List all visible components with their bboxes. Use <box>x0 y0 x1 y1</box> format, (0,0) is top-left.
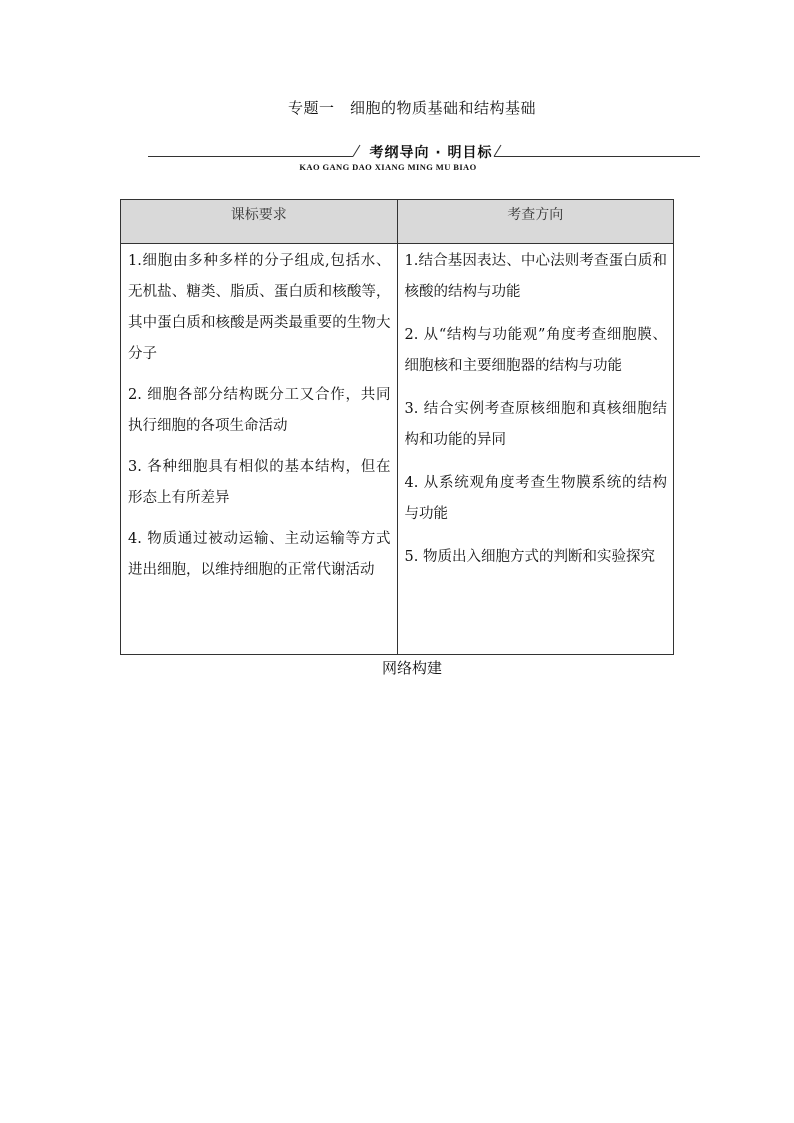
list-item: 3. 结合实例考查原核细胞和真核细胞结构和功能的异同 <box>404 401 667 448</box>
list-item: 2. 从“结构与功能观”角度考查细胞膜、细胞核和主要细胞器的结构与功能 <box>404 327 667 374</box>
list-item: 4. 从系统观角度考查生物膜系统的结构与功能 <box>404 475 667 522</box>
exam-directions-cell <box>397 244 674 655</box>
section-label-network: 网络构建 <box>381 659 442 677</box>
table-header-row <box>121 200 674 244</box>
banner-subtitle: KAO GANG DAO XIANG MING MU BIAO <box>299 162 477 172</box>
list-item: 5. 物质出入细胞方式的判断和实验探究 <box>404 549 655 565</box>
header-curriculum-requirements: 课标要求 <box>121 200 398 244</box>
list-item: 4. 物质通过被动运输、主动运输等方式进出细胞，以维持细胞的正常代谢活动 <box>128 531 391 578</box>
table-body-row <box>121 244 674 655</box>
list-item: 1.结合基因表达、中心法则考查蛋白质和核酸的结构与功能 <box>404 253 667 300</box>
banner-title: 考纲导向 · 明目标 <box>369 145 493 161</box>
curriculum-requirements-cell <box>121 244 398 655</box>
list-item: 1.细胞由多种多样的分子组成,包括水、无机盐、糖类、脂质、蛋白质和核酸等，其中蛋白质和核酸是两类最重要的生物大分子 <box>128 253 391 362</box>
requirements-table <box>120 199 674 655</box>
header-exam-directions: 考查方向 <box>397 200 674 244</box>
list-item: 2. 细胞各部分结构既分工又合作，共同执行细胞的各项生命活动 <box>128 387 391 434</box>
list-item: 3. 各种细胞具有相似的基本结构，但在形态上有所差异 <box>128 459 391 506</box>
section-banner <box>148 140 700 176</box>
page-title: 专题一 细胞的物质基础和结构基础 <box>287 99 536 117</box>
